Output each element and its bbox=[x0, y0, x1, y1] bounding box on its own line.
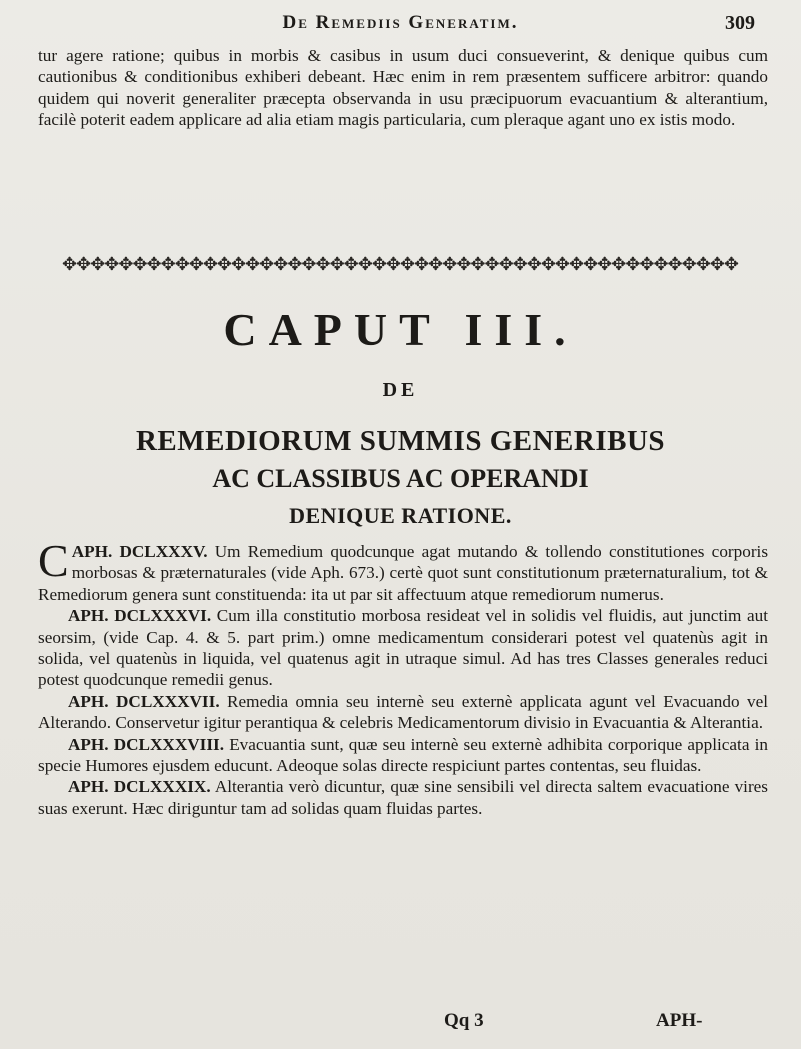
drop-cap: C bbox=[38, 535, 69, 586]
catchword: APH- bbox=[656, 1010, 703, 1031]
chapter-title-line-1: REMEDIORUM SUMMIS GENERIBUS bbox=[135, 425, 666, 457]
aphorism-text: Remedia omnia seu internè seu externè applicata agunt vel Evacuando vel Alterando. Conservetur igitur perantiqua & celebris Medicamentorum divisio in Evacuantia & Alterantia. bbox=[38, 691, 768, 733]
aphorism-686 bbox=[38, 605, 768, 691]
aphorism-label: APH. DCLXXXVI. bbox=[68, 606, 212, 626]
running-head bbox=[0, 12, 801, 40]
opening-paragraph-block bbox=[38, 45, 768, 131]
catchline bbox=[0, 1010, 801, 1038]
aphorism-text: Alterantia verò dicuntur, quæ sine sensibili vel directa saltem evacuatione vires suas exerunt. Hæc diriguntur tam ad solidas quam fluidas partes. bbox=[38, 777, 768, 818]
aphorism-label: APH. DCLXXXVII. bbox=[68, 691, 220, 711]
chapter-title-line-3: DENIQUE RATIONE. bbox=[289, 503, 512, 528]
running-title: De Remediis Generatim. bbox=[282, 12, 519, 33]
ornamental-rule: ✥✥✥✥✥✥✥✥✥✥✥✥✥✥✥✥✥✥✥✥✥✥✥✥✥✥✥✥✥✥✥✥✥✥✥✥✥✥✥✥✥✥✥✥✥✥✥✥ bbox=[62, 254, 738, 274]
chapter-de: DE bbox=[382, 379, 419, 401]
chapter-title-line-2: AC CLASSIBUS AC OPERANDI bbox=[212, 464, 589, 493]
aphorism-text: Um Remedium quodcunque agat mutando & tollendo constitutiones corporis morbosas & præternaturales (vide Aph. 673.) certè quot sunt constitutionum præternaturalium, tot & Remediorum genera sunt constituenda: ita ut par sit affectuum atque remediorum numerus. bbox=[38, 542, 769, 604]
aphorism-label: APH. DCLXXXV. bbox=[71, 542, 208, 561]
aphorism-689 bbox=[38, 776, 768, 819]
aphorism-label: APH. DCLXXXIX. bbox=[68, 777, 211, 797]
aphorism-label: APH. DCLXXXVIII. bbox=[68, 734, 225, 754]
aphorism-text: Cum illa constitutio morbosa resideat vel in solidis vel fluidis, aut junctim aut seorsim, (vide Cap. 4. & 5. part prim.) omne medicamentum considerari potest vel quatenùs agit in solida, vel quatenùs in liquida, vel quatenus agit in utraque simul. Ad has tres Classes generales reduci potest quodcunque remedii genus. bbox=[38, 606, 768, 690]
aphorism-685 bbox=[38, 535, 769, 605]
opening-paragraph: tur agere ratione; quibus in morbis & casibus in usum duci consueverint, & denique quibus cum cautionibus & conditionibus exhiberi debeant. Hæc enim in rem præsentem sufficere arbitror: quando quidem qui noverit generaliter præcepta observanda in usu præcipuorum evacuantium & alterantium, facilè poterit eadem applicare ad alia etiam magis particularia, cum pleraque agant uno ex istis modo. bbox=[38, 46, 768, 130]
signature-mark: Qq 3 bbox=[444, 1010, 484, 1031]
aphorism-688 bbox=[38, 734, 768, 777]
page-number: 309 bbox=[725, 12, 755, 34]
aphorism-687 bbox=[38, 691, 768, 734]
chapter-number: CAPUT III. bbox=[223, 304, 578, 355]
aphorism-text: Evacuantia sunt, quæ seu internè seu externè adhibita corporique applicata in specie Humores ejusdem educunt. Adeoque solas directe respiciunt partes contentas, seu fluidas. bbox=[38, 734, 768, 776]
aphorisms-block bbox=[38, 535, 769, 819]
